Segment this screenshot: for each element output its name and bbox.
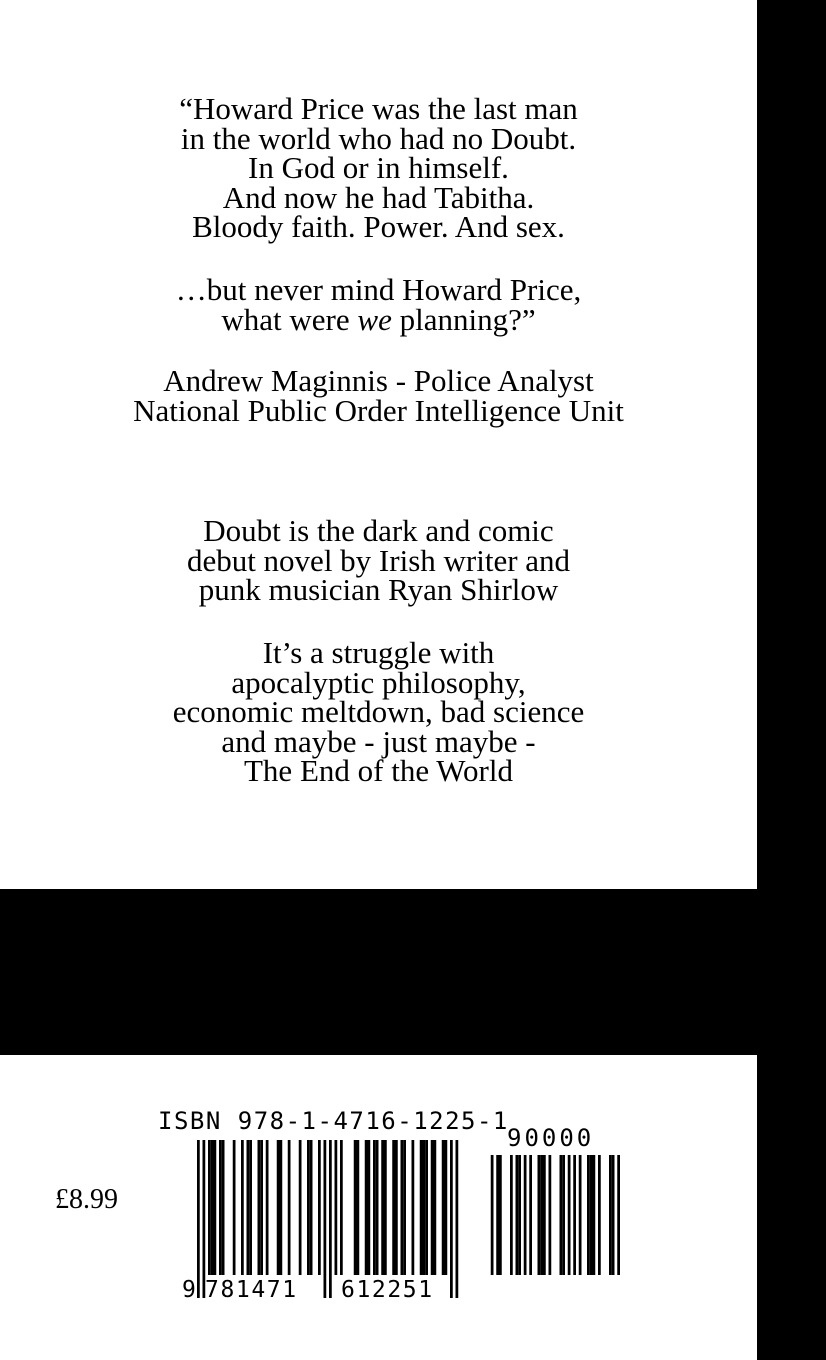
description-line: debut novel by Irish writer and xyxy=(186,542,571,578)
synopsis-line: and maybe - just maybe - xyxy=(221,723,536,759)
attribution-name: Andrew Maginnis - Police Analyst xyxy=(163,363,594,398)
synopsis-line: The End of the World xyxy=(244,753,513,788)
addon-bar xyxy=(524,1155,527,1275)
addon-bar xyxy=(568,1155,571,1275)
barcode-bar xyxy=(197,1140,200,1298)
quote-emphasis: we xyxy=(357,301,392,337)
addon-bar xyxy=(496,1155,499,1275)
addon-bar xyxy=(593,1155,596,1275)
barcode-bar xyxy=(329,1140,332,1298)
barcode-bar xyxy=(425,1140,428,1275)
quote-line: And now he had Tabitha. xyxy=(222,179,535,215)
barcode-bar xyxy=(335,1140,338,1275)
barcode-bar xyxy=(241,1140,244,1275)
addon-bar xyxy=(518,1155,521,1275)
addon-bar xyxy=(491,1155,494,1275)
barcode-bar xyxy=(233,1140,236,1275)
addon-bar xyxy=(562,1155,565,1275)
barcode-bar xyxy=(450,1140,453,1298)
addon-bar xyxy=(612,1155,615,1275)
barcode-bar xyxy=(445,1140,448,1275)
addon-bar xyxy=(543,1155,546,1275)
quote-line: …but never mind Howard Price, xyxy=(175,272,582,307)
barcode-bar xyxy=(395,1140,398,1275)
barcode-bar xyxy=(318,1140,321,1275)
addon-bar xyxy=(609,1155,612,1275)
synopsis-line: economic meltdown, bad science xyxy=(172,694,585,729)
attribution-organisation: National Public Order Intelligence Unit xyxy=(133,392,624,428)
barcode-bar xyxy=(203,1140,206,1298)
barcode-bar xyxy=(299,1140,302,1275)
barcode-bar xyxy=(392,1140,395,1275)
quote-text: planning?” xyxy=(391,301,536,337)
addon-bar xyxy=(510,1155,513,1275)
synopsis-line: apocalyptic philosophy, xyxy=(231,664,526,700)
quote-line: Bloody faith. Power. And sex. xyxy=(192,209,565,244)
barcode-bar xyxy=(340,1140,343,1275)
barcode-bar xyxy=(208,1140,211,1275)
barcode-first-digit: 9 xyxy=(182,1277,198,1303)
quote-line: In God or in himself. xyxy=(248,150,509,185)
addon-bar xyxy=(617,1155,620,1275)
addon-bar xyxy=(538,1155,541,1275)
barcode-bar xyxy=(420,1140,423,1275)
barcode-bar xyxy=(211,1140,214,1275)
barcode-bar xyxy=(324,1140,327,1298)
barcode-bar xyxy=(412,1140,415,1275)
barcode-bar xyxy=(247,1140,250,1275)
barcode-bar xyxy=(456,1140,459,1298)
addon-bar xyxy=(590,1155,593,1275)
addon-bar xyxy=(549,1155,552,1275)
quote-line: in the world who had no Doubt. xyxy=(180,120,577,156)
barcode-bar xyxy=(431,1140,434,1275)
description-line: punk musician Ryan Shirlow xyxy=(198,572,559,607)
price-addon-code: 90000 xyxy=(507,1124,595,1152)
barcode-bar xyxy=(373,1140,376,1275)
addon-bar xyxy=(579,1155,582,1275)
barcode-left-digits: 781471 xyxy=(205,1277,298,1303)
barcode-bar xyxy=(384,1140,387,1275)
barcode-bar xyxy=(310,1140,313,1275)
barcode-bar xyxy=(258,1140,261,1275)
description-line: Doubt is the dark and comic xyxy=(203,513,554,548)
barcode-bar xyxy=(368,1140,371,1275)
barcode-bar xyxy=(266,1140,269,1275)
addon-bar xyxy=(587,1155,590,1275)
addon-bar xyxy=(540,1155,543,1275)
barcode-bar xyxy=(222,1140,225,1275)
addon-bar xyxy=(598,1155,601,1275)
barcode-bar xyxy=(354,1140,357,1275)
barcode-bar xyxy=(381,1140,384,1275)
addon-bar xyxy=(529,1155,532,1275)
barcode-bar xyxy=(403,1140,406,1275)
price-label: £8.99 xyxy=(55,1184,118,1215)
addon-bar xyxy=(499,1155,502,1275)
barcode-bar xyxy=(442,1140,445,1275)
addon-bar xyxy=(560,1155,563,1275)
barcode-bar xyxy=(214,1140,217,1275)
barcode-bar xyxy=(249,1140,252,1275)
quote-line: “Howard Price was the last man xyxy=(179,91,578,126)
barcode-right-digits: 612251 xyxy=(341,1277,434,1303)
barcode-bar xyxy=(280,1140,283,1275)
barcode-bar xyxy=(307,1140,310,1275)
barcode-bar xyxy=(288,1140,291,1275)
barcode-bar xyxy=(423,1140,426,1275)
addon-bar xyxy=(516,1155,519,1275)
barcode-bar xyxy=(357,1140,360,1275)
barcode-bar xyxy=(401,1140,404,1275)
barcode-bar xyxy=(260,1140,263,1275)
barcode-bar xyxy=(219,1140,222,1275)
isbn-label: ISBN 978-1-4716-1225-1 xyxy=(158,1107,509,1135)
synopsis-line: It’s a struggle with xyxy=(262,635,495,670)
barcode-bar xyxy=(434,1140,437,1275)
addon-bar xyxy=(573,1155,576,1275)
barcode-bar xyxy=(376,1140,379,1275)
quote-text: what were xyxy=(221,301,358,337)
spine-strip xyxy=(757,0,826,1360)
barcode-bar xyxy=(277,1140,280,1275)
barcode-bar xyxy=(365,1140,368,1275)
